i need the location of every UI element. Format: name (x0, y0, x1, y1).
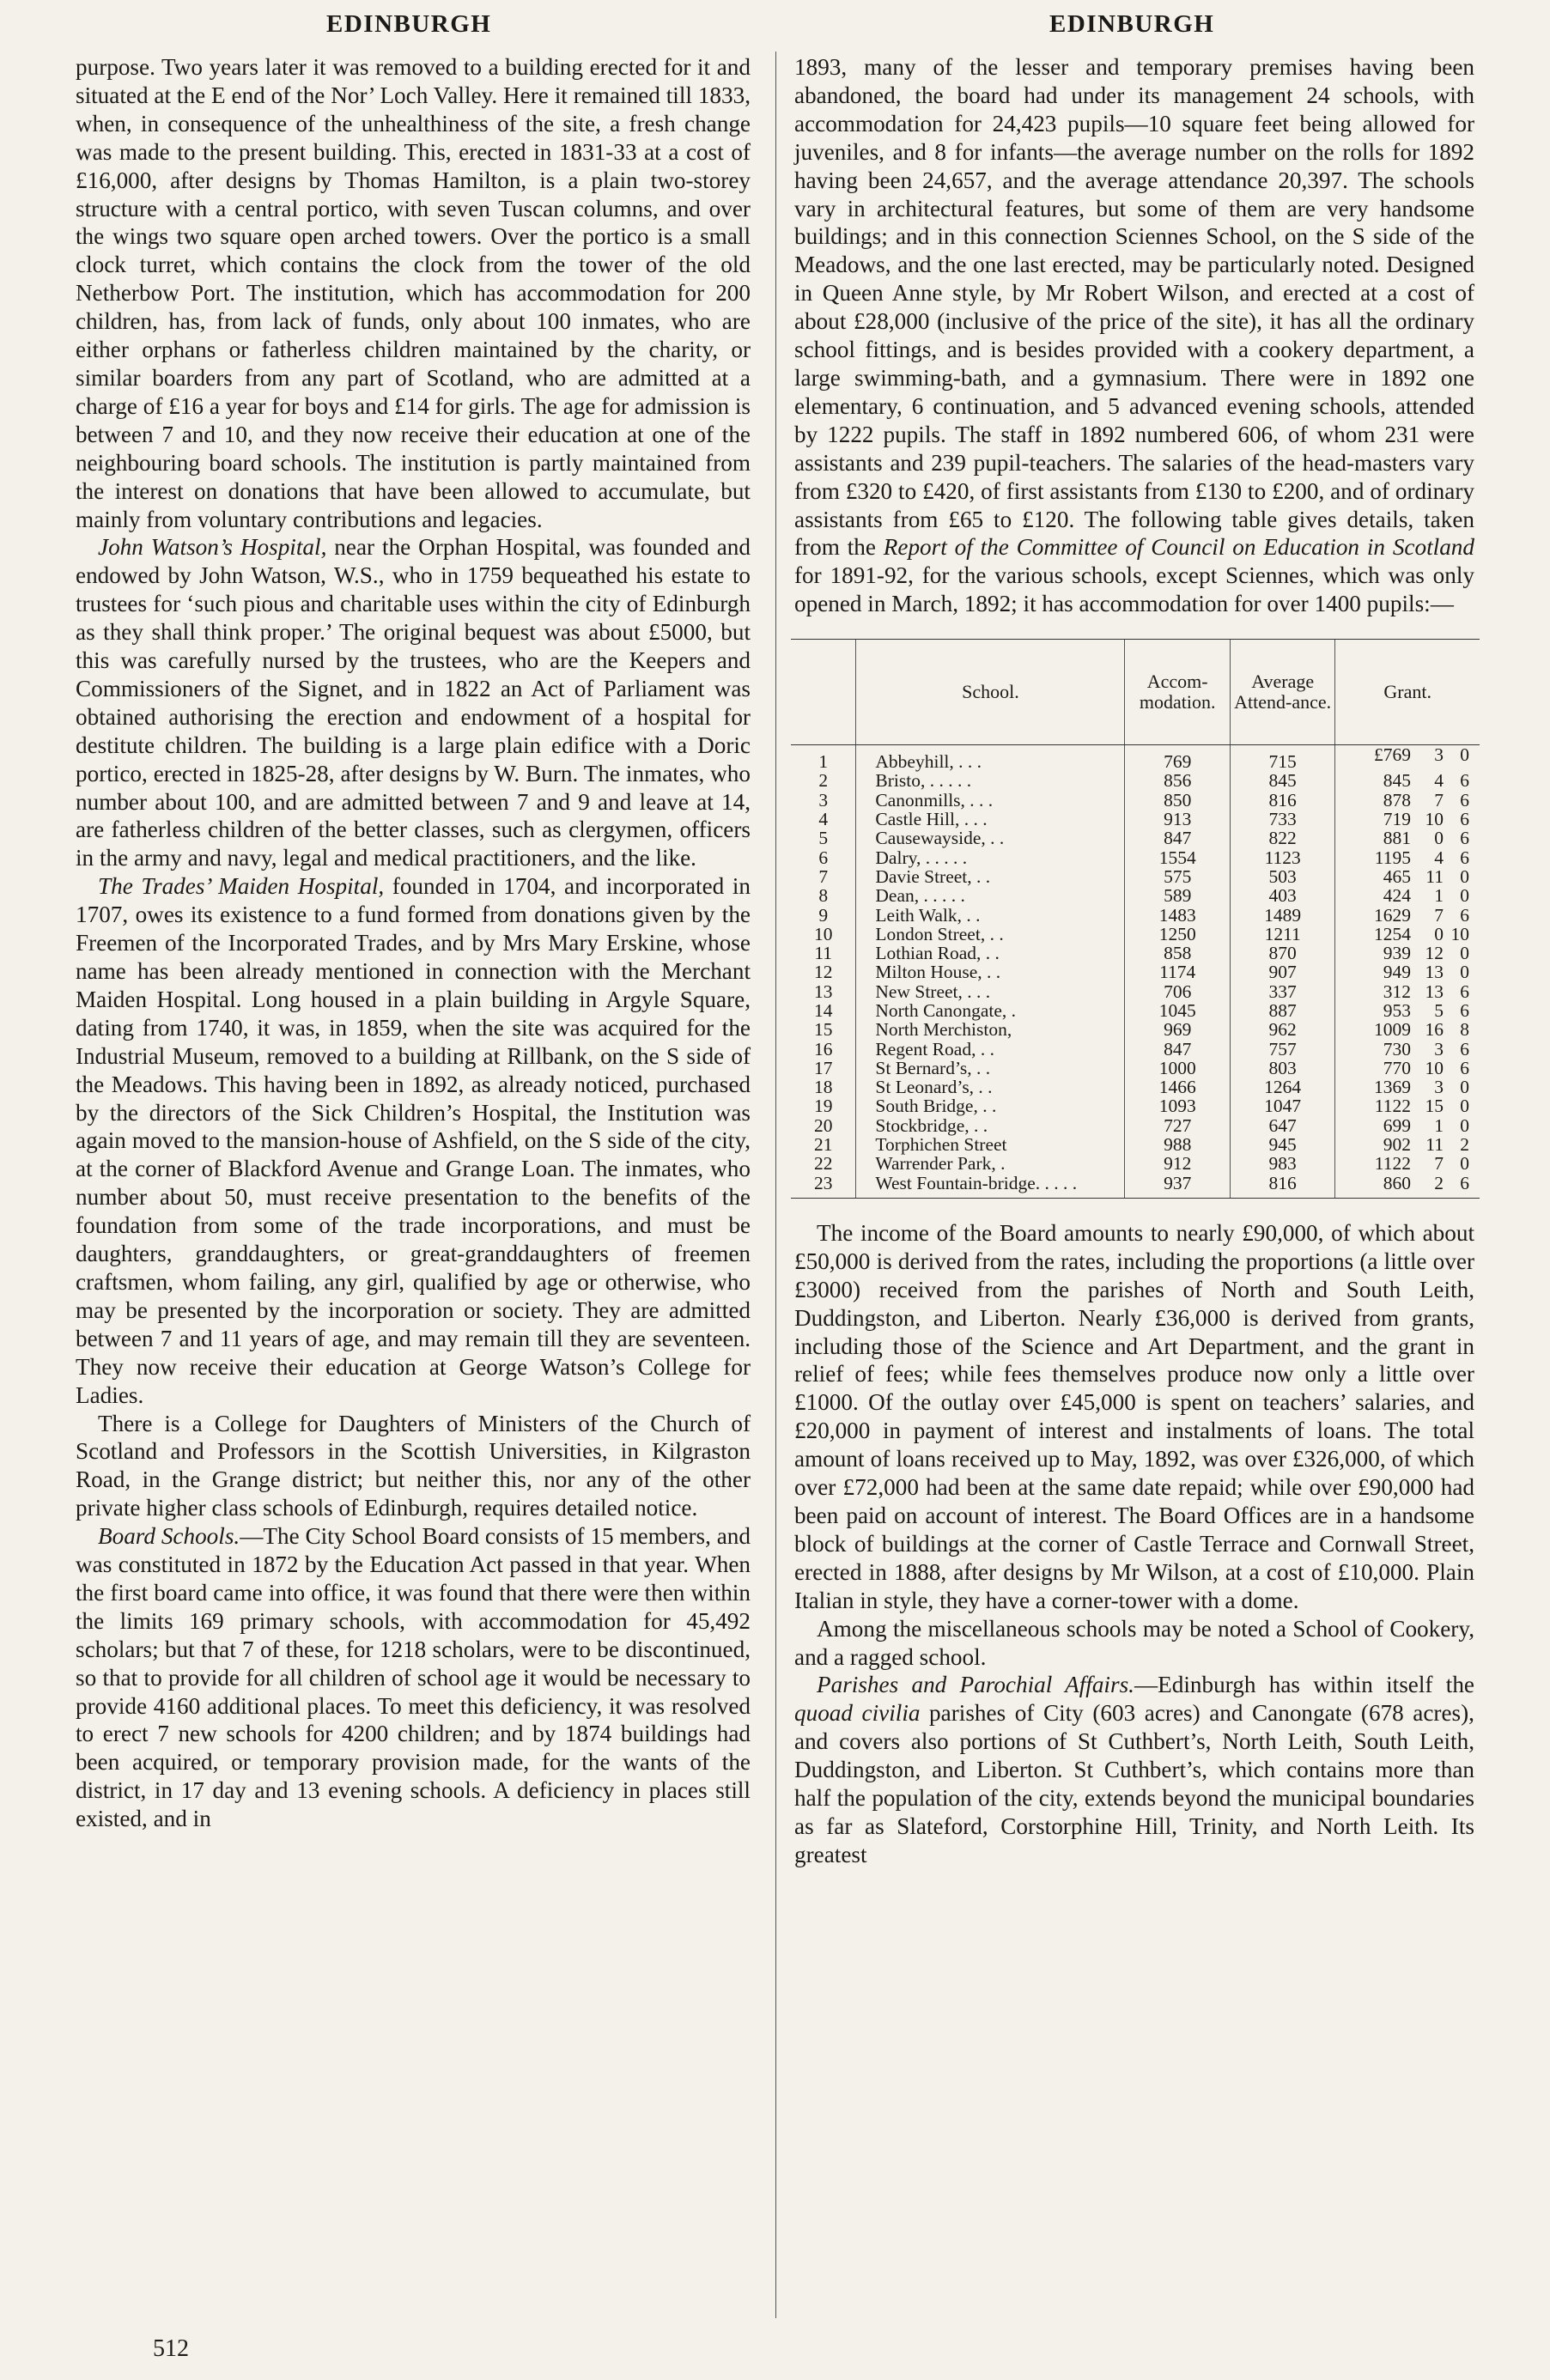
running-head-left: EDINBURGH (326, 10, 492, 38)
grant-shillings: 7 (1434, 1153, 1444, 1175)
school-name: Causewayside, . . (856, 829, 1125, 847)
grant-shillings: 0 (1434, 828, 1444, 849)
accommodation-cell: 706 (1125, 982, 1230, 1001)
paragraph-john-watsons-hospital (76, 533, 751, 872)
accommodation-cell: 727 (1125, 1116, 1230, 1135)
accommodation-cell: 1554 (1125, 848, 1230, 867)
grant-value (1335, 810, 1480, 829)
grant-shillings: 15 (1425, 1096, 1444, 1117)
paragraph-text: near the Orphan Hospital, was founded and endowed by John Watson, W.S., who in 1759 bequeathed his estate to trustees for ‘such pious and charitable uses within the city of Edinburgh as they shall think proper.’ The original bequest was about £5000, but this was carefully nursed by the trustees, who are the Keepers and Commissioners of the Signet, and in 1822 an Act of Parliament was obtained authorising the erection and endowment of a hospital for destitute children. The building is a large plain edifice with a Doric portico, erected in 1825-28, after designs by W. Burn. The inmates, who number about 100, and are admitted between 7 and 9 and leave at 14, are fatherless children of the better classes, such as clergymen, officers in the army and navy, legal and medical practitioners, and the like. (76, 534, 751, 871)
grant-pence: 6 (1460, 770, 1469, 792)
grant-pence: 6 (1460, 999, 1469, 1021)
grant-pounds: 902 (1383, 1134, 1411, 1156)
table-row (791, 1020, 1480, 1039)
grant-cell (1335, 1096, 1480, 1115)
attendance-cell: 403 (1230, 886, 1334, 905)
grant-shillings: 11 (1425, 1134, 1444, 1156)
paragraph-board-schools (76, 1522, 751, 1833)
grant-value (1335, 1154, 1480, 1173)
table-row (791, 906, 1480, 925)
table-row (791, 925, 1480, 944)
accommodation-cell: 1483 (1125, 906, 1230, 925)
row-number: 2 (818, 770, 829, 792)
grant-shillings: 1 (1434, 885, 1444, 907)
attendance-cell: 1047 (1230, 1096, 1334, 1115)
paragraph-orphan-hospital-continued: purpose. Two years later it was removed to a building erected for it and situated at the E end of the Nor’ Loch Valley. Here it remained till 1833, when, in consequence of the unhealthiness of the site, a fresh change was made to the present building. This, erected in 1831-33 at a cost of £16,000, after designs by Thomas Hamilton, is a plain two-storey structure with a central portico, with seven Tuscan columns, and over the wings two square open arched towers. Over the portico is a small clock turret, which contains the clock from the tower of the old Netherbow Port. The institution, which has accommodation for 200 children, has, from lack of funds, only about 100 inmates, who are either orphans or fatherless children maintained by the charity, or similar boarders from any part of Scotland, who are admitted at a charge of £16 a year for boys and £14 for girls. The age for admission is between 7 and 10, and they now receive their education at one of the neighbouring board schools. The institution is partly maintained from the interest on donations that have been allowed to accumulate, but mainly from voluntary contributions and legacies. (76, 54, 751, 532)
school-name: Milton House, . . (856, 962, 1125, 981)
attendance-cell: 1123 (1230, 848, 1334, 867)
school-name: South Bridge, . . (856, 1096, 1125, 1115)
row-number: 16 (813, 1038, 833, 1059)
paragraph-trades-maiden-hospital (76, 872, 751, 1409)
grant-shillings: 13 (1425, 981, 1444, 1002)
grant-pounds: 424 (1383, 885, 1411, 907)
grant-value (1335, 1078, 1480, 1096)
grant-pence: 0 (1460, 1077, 1469, 1098)
grant-pence: 8 (1460, 1019, 1469, 1041)
attendance-cell: 945 (1230, 1135, 1334, 1154)
attendance-cell: 337 (1230, 982, 1334, 1001)
row-number: 11 (814, 943, 833, 964)
grant-cell (1335, 1116, 1480, 1135)
grant-pence: 10 (1450, 923, 1469, 944)
school-name: North Merchiston, (856, 1020, 1125, 1039)
accommodation-cell: 988 (1125, 1135, 1230, 1154)
grant-shillings: 10 (1425, 1057, 1444, 1078)
grant-cell (1335, 982, 1480, 1001)
grant-value (1335, 1040, 1480, 1059)
grant-pounds: 312 (1383, 981, 1411, 1002)
grant-cell (1335, 1001, 1480, 1020)
column-divider (775, 52, 776, 2318)
row-number: 4 (818, 809, 829, 830)
attendance-cell: 870 (1230, 944, 1334, 962)
school-name: London Street, . . (856, 925, 1125, 944)
grant-pence: 0 (1460, 1114, 1469, 1136)
attendance-cell: 715 (1230, 745, 1334, 772)
paragraph-tail: parishes of City (603 acres) and Canongate (678 acres), and covers also portions of St Cuthbert’s, North Leith, South Leith, Duddingston, and Liberton. St Cuthbert’s, which contains more than half the population of the city, extends beyond the municipal boundaries as far as Slateford, Corstorphine Hill, Trinity, and North Leith. Its greatest (794, 1700, 1474, 1867)
school-name: Torphichen Street (856, 1135, 1125, 1154)
grant-pence: 6 (1460, 789, 1469, 811)
grant-cell (1335, 944, 1480, 962)
paragraph-lead: John Watson’s Hospital, (98, 534, 327, 561)
grant-pounds: 1254 (1374, 923, 1411, 944)
grant-cell (1335, 829, 1480, 847)
grant-shillings: 12 (1425, 943, 1444, 964)
table-row (791, 1116, 1480, 1135)
row-number: 12 (813, 962, 833, 983)
grant-shillings: 5 (1434, 999, 1444, 1021)
table-row (791, 982, 1480, 1001)
grant-cell (1335, 1174, 1480, 1199)
table-header-row (791, 640, 1480, 745)
grant-value (1335, 829, 1480, 847)
grant-pence: 0 (1460, 1096, 1469, 1117)
accommodation-cell: 847 (1125, 829, 1230, 847)
row-number: 9 (818, 904, 829, 926)
school-name: Davie Street, . . (856, 867, 1125, 886)
row-number: 8 (818, 885, 829, 907)
grant-shillings: 3 (1434, 744, 1444, 766)
grant-shillings: 3 (1434, 1038, 1444, 1059)
attendance-cell: 733 (1230, 810, 1334, 829)
grant-shillings: 11 (1425, 865, 1444, 887)
table-row (791, 1096, 1480, 1115)
grant-pounds: 953 (1383, 999, 1411, 1021)
grant-shillings: 10 (1425, 809, 1444, 830)
school-name: North Canongate, . (856, 1001, 1125, 1020)
left-column (76, 53, 751, 1833)
attendance-cell: 962 (1230, 1020, 1334, 1039)
grant-pounds: 949 (1383, 962, 1411, 983)
school-name: Lothian Road, . . (856, 944, 1125, 962)
grant-shillings: 1 (1434, 1114, 1444, 1136)
table-row (791, 886, 1480, 905)
row-number: 21 (813, 1134, 833, 1156)
grant-pence: 6 (1460, 809, 1469, 830)
grant-value (1335, 867, 1480, 886)
grant-pence: 0 (1460, 962, 1469, 983)
header-attendance: Average Attend-ance. (1230, 640, 1334, 745)
grant-pence: 0 (1460, 943, 1469, 964)
page-number: 512 (153, 2335, 189, 2362)
grant-value (1335, 771, 1480, 790)
school-name: Stockbridge, . . (856, 1116, 1125, 1135)
grant-pounds: 719 (1383, 809, 1411, 830)
grant-shillings: 16 (1425, 1019, 1444, 1041)
grant-value (1335, 848, 1480, 867)
table-row (791, 867, 1480, 886)
grant-cell (1335, 1078, 1480, 1096)
grant-pence: 6 (1460, 1038, 1469, 1059)
school-name: Dalry, . . . . . (856, 848, 1125, 867)
row-number: 20 (813, 1114, 833, 1136)
grant-pence: 6 (1460, 1172, 1469, 1193)
grant-pence: 0 (1460, 865, 1469, 887)
grant-cell (1335, 906, 1480, 925)
grant-value (1335, 1174, 1480, 1193)
grant-cell (1335, 1135, 1480, 1154)
grant-value (1335, 1116, 1480, 1135)
row-number: 19 (813, 1096, 833, 1117)
accommodation-cell: 1250 (1125, 925, 1230, 944)
right-column (794, 53, 1474, 1869)
grant-pounds: 730 (1383, 1038, 1411, 1059)
grant-value (1335, 1020, 1480, 1039)
accommodation-cell: 589 (1125, 886, 1230, 905)
grant-pounds: 860 (1383, 1172, 1411, 1193)
grant-pounds: 1195 (1374, 847, 1411, 868)
table-row (791, 1001, 1480, 1020)
table-row (791, 1059, 1480, 1078)
accommodation-cell: 913 (1125, 810, 1230, 829)
attendance-cell: 816 (1230, 1174, 1334, 1199)
school-name: Abbeyhill, . . . (856, 745, 1125, 772)
attendance-cell: 1489 (1230, 906, 1334, 925)
grant-pence: 2 (1460, 1134, 1469, 1156)
table-row (791, 962, 1480, 981)
grant-cell (1335, 925, 1480, 944)
row-number: 6 (818, 847, 829, 868)
table-row (791, 1174, 1480, 1199)
grant-value (1335, 886, 1480, 905)
attendance-cell: 822 (1230, 829, 1334, 847)
header-number (791, 640, 856, 745)
grant-value (1335, 982, 1480, 1001)
grant-value (1335, 925, 1480, 944)
row-number: 1 (818, 751, 829, 773)
attendance-cell: 845 (1230, 771, 1334, 790)
table-row (791, 1135, 1480, 1154)
grant-pounds: 845 (1383, 770, 1411, 792)
grant-value (1335, 1059, 1480, 1078)
accommodation-cell: 1466 (1125, 1078, 1230, 1096)
paragraph-tail: for 1891-92, for the various schools, except Sciennes, which was only opened in March, 1892; it has accommodation for over 1400 pupils:— (794, 562, 1474, 617)
paragraph-text: 1893, many of the lesser and temporary premises having been abandoned, the board had under its management 24 schools, with accommodation for 24,423 pupils—10 square feet being allowed for juveniles, and 8 for infants—the average number on the rolls for 1892 having been 24,657, and the average attendance 20,397. The schools vary in architectural features, but some of them are very handsome buildings; and in this connection Sciennes School, on the S side of the Meadows, and the one last erected, may be particularly noted. Designed in Queen Anne style, by Mr Robert Wilson, and erected at a cost of about £28,000 (inclusive of the price of the site), it has all the ordinary school fittings, and is besides provided with a cookery department, a large swimming-bath, and a gymnasium. There were in 1892 one elementary, 6 continuation, and 5 advanced evening schools, attended by 1222 pupils. The staff in 1892 numbered 606, of whom 231 were assistants and 239 pupil-teachers. The salaries of the head-masters vary from £320 to £420, of first assistants from £130 to £200, and of ordinary assistants from £65 to £120. The following table gives details, taken from the (794, 54, 1474, 561)
paragraph-parishes (794, 1671, 1474, 1868)
school-name: Castle Hill, . . . (856, 810, 1125, 829)
grant-pence: 0 (1460, 885, 1469, 907)
table-row (791, 745, 1480, 772)
attendance-cell: 1264 (1230, 1078, 1334, 1096)
grant-pence: 6 (1460, 1057, 1469, 1078)
running-head-right: EDINBURGH (1049, 10, 1215, 38)
row-number: 3 (818, 789, 829, 811)
paragraph-college-for-daughters (76, 1410, 751, 1523)
accommodation-cell: 769 (1125, 745, 1230, 772)
table-row (791, 1078, 1480, 1096)
school-name: Bristo, . . . . . (856, 771, 1125, 790)
attendance-cell: 816 (1230, 791, 1334, 810)
table-row (791, 810, 1480, 829)
paragraph-lead: Board Schools. (98, 1523, 240, 1550)
header-accommodation: Accom-modation. (1125, 640, 1230, 745)
accommodation-cell: 937 (1125, 1174, 1230, 1199)
grant-cell (1335, 867, 1480, 886)
row-number: 14 (813, 999, 833, 1021)
accommodation-cell: 856 (1125, 771, 1230, 790)
grant-cell (1335, 791, 1480, 810)
accommodation-cell: 912 (1125, 1154, 1230, 1173)
attendance-cell: 983 (1230, 1154, 1334, 1173)
paragraph-text: —Edinburgh has within itself the (1134, 1672, 1474, 1698)
grant-cell (1335, 1154, 1480, 1173)
grant-pounds: 878 (1383, 789, 1411, 811)
grant-value (1335, 1096, 1480, 1115)
grant-cell (1335, 1059, 1480, 1078)
school-name: Regent Road, . . (856, 1040, 1125, 1059)
grant-shillings: 7 (1434, 789, 1444, 811)
table-body (791, 745, 1480, 1199)
school-name: St Leonard’s, . . (856, 1078, 1125, 1096)
table-row (791, 1154, 1480, 1173)
grant-pounds: 1122 (1374, 1153, 1411, 1175)
grant-pence: 6 (1460, 828, 1469, 849)
row-number: 15 (813, 1019, 833, 1041)
grant-pounds: 1629 (1374, 904, 1411, 926)
grant-cell (1335, 962, 1480, 981)
grant-pence: 6 (1460, 847, 1469, 868)
grant-shillings: 7 (1434, 904, 1444, 926)
grant-shillings: 2 (1434, 1172, 1444, 1193)
paragraph-text: There is a College for Daughters of Ministers of the Church of Scotland and Professors in the Scottish Universities, in Kilgraston Road, in the Grange district; but neither this, nor any of the other private higher class schools of Edinburgh, requires detailed notice. (76, 1410, 751, 1521)
grant-value (1335, 745, 1480, 764)
header-school: School. (856, 640, 1125, 745)
attendance-cell: 647 (1230, 1116, 1334, 1135)
report-title: Report of the Committee of Council on Education in Scotland (883, 534, 1474, 561)
row-number: 10 (813, 923, 833, 944)
grant-value (1335, 1001, 1480, 1020)
accommodation-cell: 847 (1125, 1040, 1230, 1059)
grant-cell (1335, 886, 1480, 905)
accommodation-cell: 1093 (1125, 1096, 1230, 1115)
grant-pounds: 465 (1383, 865, 1411, 887)
attendance-cell: 503 (1230, 867, 1334, 886)
school-name: St Bernard’s, . . (856, 1059, 1125, 1078)
accommodation-cell: 858 (1125, 944, 1230, 962)
grant-pence: 6 (1460, 904, 1469, 926)
grant-value (1335, 906, 1480, 925)
row-number: 22 (813, 1153, 833, 1175)
grant-pence: 0 (1460, 744, 1469, 766)
accommodation-cell: 850 (1125, 791, 1230, 810)
paragraph-board-income (794, 1219, 1474, 1615)
grant-value (1335, 1135, 1480, 1154)
grant-pounds: 939 (1383, 943, 1411, 964)
grant-shillings: 13 (1425, 962, 1444, 983)
row-number: 5 (818, 828, 829, 849)
accommodation-cell: 1174 (1125, 962, 1230, 981)
row-number: 13 (813, 981, 833, 1002)
paragraph-board-schools-continued (794, 53, 1474, 618)
accommodation-cell: 969 (1125, 1020, 1230, 1039)
table-row (791, 791, 1480, 810)
grant-cell (1335, 1040, 1480, 1059)
grant-cell (1335, 848, 1480, 867)
table-row (791, 829, 1480, 847)
grant-shillings: 4 (1434, 770, 1444, 792)
school-name: West Fountain-bridge. . . . . (856, 1174, 1125, 1199)
paragraph-text: Among the miscellaneous schools may be noted a School of Cookery, and a ragged school. (794, 1615, 1474, 1670)
paragraph-text: The income of the Board amounts to nearly £90,000, of which about £50,000 is derived from the rates, including the proportions (a little over £3000) received from the parishes of North and South Leith, Duddingston, and Liberton. Nearly £36,000 is derived from grants, including those of the Science and Art Department, and the grant in relief of fees; while fees themselves produce now only a little over £1000. Of the outlay over £45,000 is spent on teachers’ salaries, and £20,000 in payment of interest and instalments of loans. The total amount of loans received up to May, 1892, was over £326,000, of which over £72,000 had been at the same date repaid; while over £90,000 had been paid on account of interest. The Board Offices are in a handsome block of buildings at the corner of Castle Terrace and Cornwall Street, erected in 1888, after designs by Mr Wilson, at a cost of £10,000. Plain Italian in style, they have a corner-tower with a dome. (794, 1219, 1474, 1613)
paragraph-lead: The Trades’ Maiden Hospital, (98, 873, 385, 900)
school-name: New Street, . . . (856, 982, 1125, 1001)
grant-pounds: 770 (1383, 1057, 1411, 1078)
school-name: Leith Walk, . . (856, 906, 1125, 925)
school-name: Canonmills, . . . (856, 791, 1125, 810)
grant-cell (1335, 810, 1480, 829)
paragraph-lead: Parishes and Parochial Affairs. (817, 1672, 1134, 1698)
grant-cell (1335, 1020, 1480, 1039)
table-row (791, 848, 1480, 867)
accommodation-cell: 1000 (1125, 1059, 1230, 1078)
row-number: 17 (813, 1057, 833, 1078)
attendance-cell: 757 (1230, 1040, 1334, 1059)
attendance-cell: 887 (1230, 1001, 1334, 1020)
header-grant: Grant. (1335, 640, 1480, 745)
italic-term: quoad civilia (794, 1700, 921, 1727)
school-table-wrapper (791, 639, 1474, 1199)
paragraph-text: —The City School Board consists of 15 members, and was constituted in 1872 by the Education Act passed in that year. When the first board came into office, it was found that there were then within the limits 169 primary schools, with accommodation for 45,492 scholars; but that 7 of these, for 1218 scholars, were to be discontinued, so that to provide for all children of school age it would be necessary to provide 4160 additional places. To meet this deficiency, it was resolved to erect 7 new schools for 4200 children; and by 1874 buildings had been acquired, or temporary provision made, for the wants of the district, in 17 day and 13 evening schools. A deficiency in places still existed, and in (76, 1523, 751, 1832)
grant-shillings: 3 (1434, 1077, 1444, 1098)
grant-pence: 6 (1460, 981, 1469, 1002)
row-number: 18 (813, 1077, 833, 1098)
school-table (791, 639, 1480, 1199)
grant-value (1335, 944, 1480, 962)
grant-cell (1335, 745, 1480, 772)
grant-cell (1335, 771, 1480, 790)
table-row (791, 1040, 1480, 1059)
row-number: 23 (791, 1174, 856, 1199)
attendance-cell: 907 (1230, 962, 1334, 981)
school-name: Warrender Park, . (856, 1154, 1125, 1173)
grant-shillings: 4 (1434, 847, 1444, 868)
grant-pounds: £769 (1374, 744, 1411, 766)
school-name: Dean, . . . . . (856, 886, 1125, 905)
grant-value (1335, 962, 1480, 981)
grant-pounds: 699 (1383, 1114, 1411, 1136)
accommodation-cell: 575 (1125, 867, 1230, 886)
row-number: 7 (818, 865, 829, 887)
paragraph-miscellaneous-schools (794, 1615, 1474, 1672)
grant-value (1335, 791, 1480, 810)
grant-pounds: 1369 (1374, 1077, 1411, 1098)
grant-pounds: 1009 (1374, 1019, 1411, 1041)
paragraph-text: founded in 1704, and incorporated in 1707, owes its existence to a fund formed from donations given by the Freemen of the Incorporated Trades, and by Mrs Mary Erskine, whose name has been already mentioned in connection with the Merchant Maiden Hospital. Long housed in a plain building in Argyle Square, dating from 1740, it was, in 1859, when the site was acquired for the Industrial Museum, removed to a building at Rillbank, on the S side of the Meadows. This having been in 1892, as already noticed, purchased by the directors of the Sick Children’s Hospital, the Institution was again moved to the mansion-house of Ashfield, on the S side of the city, at the corner of Blackford Avenue and Grange Loan. The inmates, who number about 50, must receive presentation to the benefits of the foundation from some of the trade incorporations, and must be daughters, granddaughters, or great-granddaughters of freemen craftsmen, whom failing, any girl, qualified by age or otherwise, who may be presented by the incorporation or society. They are admitted between 7 and 11 years of age, and may remain till they are seventeen. They now receive their education at George Watson’s College for Ladies. (76, 873, 751, 1408)
grant-pounds: 881 (1383, 828, 1411, 849)
grant-shillings: 0 (1434, 923, 1444, 944)
table-row (791, 944, 1480, 962)
grant-pounds: 1122 (1374, 1096, 1411, 1117)
table-row (791, 771, 1480, 790)
attendance-cell: 1211 (1230, 925, 1334, 944)
accommodation-cell: 1045 (1125, 1001, 1230, 1020)
attendance-cell: 803 (1230, 1059, 1334, 1078)
grant-pence: 0 (1460, 1153, 1469, 1175)
